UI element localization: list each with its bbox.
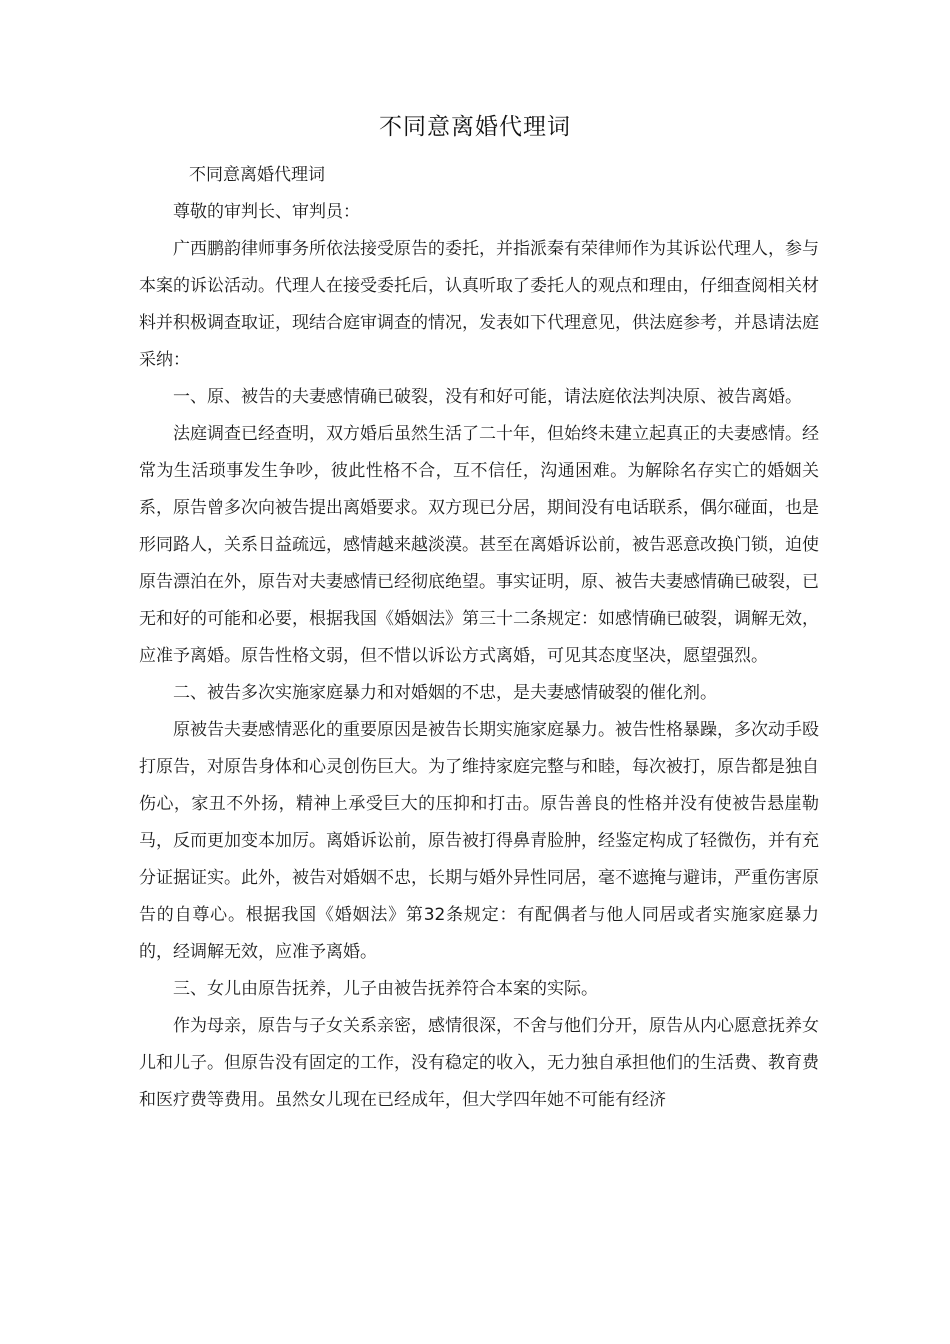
salutation: 尊敬的审判长、审判员： (173, 202, 360, 222)
heading-point-three: 三、女儿由原告抚养，儿子由被告抚养符合本案的实际。 (173, 979, 598, 999)
heading-point-one: 一、原、被告的夫妻感情确已破裂，没有和好可能，请法庭依法判决原、被告离婚。 (173, 387, 802, 407)
heading-point-two: 二、被告多次实施家庭暴力和对婚姻的不忠，是夫妻感情破裂的催化剂。 (173, 683, 717, 703)
document-subtitle: 不同意离婚代理词 (189, 165, 325, 185)
paragraph-point-one: 法庭调查已经查明，双方婚后虽然生活了二十年，但始终未建立起真正的夫妻感情。经常为生活琐事发生争吵，彼此性格不合，互不信任，沟通困难。为解除名存实亡的婚姻关系，原告曾多次向被告提出离婚要求。双方现已分居，期间没有电话联系，偶尔碰面，也是形同路人，关系日益疏远，感情越来越淡漠。甚至在离婚诉讼前，被告恶意改换门锁，迫使原告漂泊在外，原告对夫妻感情已经彻底绝望。事实证明，原、被告夫妻感情确已破裂，已无和好的可能和必要，根据我国《婚姻法》第三十二条规定：如感情确已破裂，调解无效，应准予离婚。原告性格文弱，但不惜以诉讼方式离婚，可见其态度坚决，愿望强烈。 (139, 424, 819, 666)
paragraph-point-two: 原被告夫妻感情恶化的重要原因是被告长期实施家庭暴力。被告性格暴躁，多次动手殴打原告，对原告身体和心灵创伤巨大。为了维持家庭完整与和睦，每次被打，原告都是独自伤心，家丑不外扬，精神上承受巨大的压抑和打击。原告善良的性格并没有使被告悬崖勒马，反而更加变本加厉。离婚诉讼前，原告被打得鼻青脸肿，经鉴定构成了轻微伤，并有充分证据证实。此外，被告对婚姻不忠，长期与婚外异性同居，毫不遮掩与避讳，严重伤害原告的自尊心。根据我国《婚姻法》第32条规定：有配偶者与他人同居或者实施家庭暴力的，经调解无效，应准予离婚。 (139, 720, 819, 962)
document-body (139, 157, 819, 1119)
document-title: 不同意离婚代理词 (379, 114, 571, 140)
paragraph-point-three: 作为母亲，原告与子女关系亲密，感情很深，不舍与他们分开，原告从内心愿意抚养女儿和儿子。但原告没有固定的工作，没有稳定的收入，无力独自承担他们的生活费、教育费和医疗费等费用。虽然女儿现在已经成年，但大学四年她不可能有经济 (139, 1016, 819, 1110)
paragraph-intro: 广西鹏韵律师事务所依法接受原告的委托，并指派秦有荣律师作为其诉讼代理人，参与本案的诉讼活动。代理人在接受委托后，认真听取了委托人的观点和理由，仔细查阅相关材料并积极调查取证，现结合庭审调查的情况，发表如下代理意见，供法庭参考，并恳请法庭采纳： (139, 239, 819, 370)
